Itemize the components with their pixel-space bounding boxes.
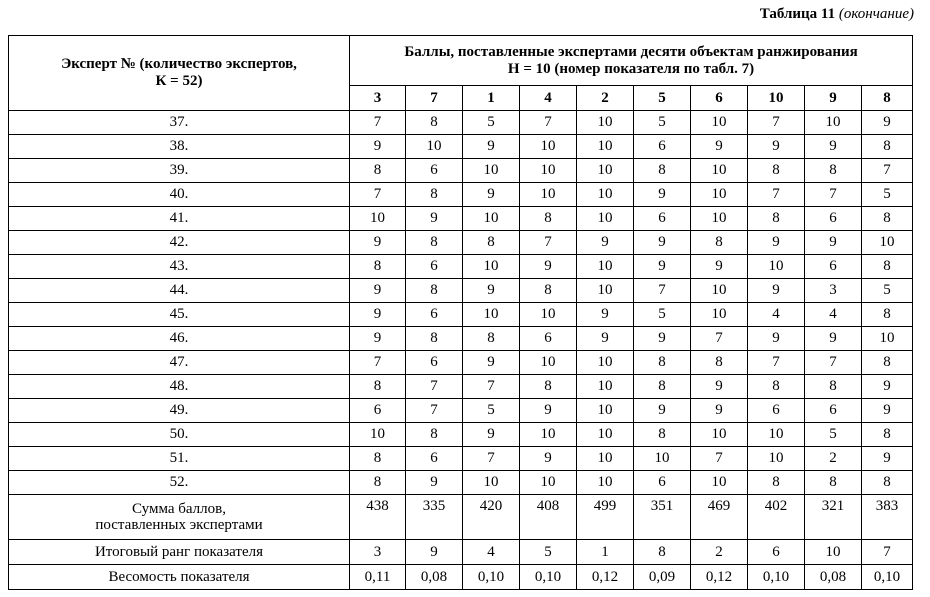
score-cell: 8 bbox=[350, 447, 406, 471]
score-cell: 8 bbox=[406, 231, 463, 255]
score-cell: 5 bbox=[634, 111, 691, 135]
score-cell: 10 bbox=[691, 159, 748, 183]
indicator-number-header: 5 bbox=[634, 86, 691, 111]
score-cell: 8 bbox=[406, 111, 463, 135]
table-row bbox=[9, 471, 913, 495]
sum-row-label-line1: Сумма баллов, bbox=[132, 501, 226, 517]
expert-number-cell: 43. bbox=[9, 255, 350, 279]
score-cell: 7 bbox=[463, 375, 520, 399]
score-cell: 10 bbox=[634, 447, 691, 471]
score-cell: 8 bbox=[350, 471, 406, 495]
weight-cell: 0,12 bbox=[577, 565, 634, 590]
score-cell: 9 bbox=[805, 135, 862, 159]
score-cell: 5 bbox=[862, 279, 913, 303]
score-cell: 9 bbox=[691, 399, 748, 423]
expert-number-cell: 37. bbox=[9, 111, 350, 135]
sum-cell: 351 bbox=[634, 495, 691, 540]
expert-number-cell: 44. bbox=[9, 279, 350, 303]
indicator-number-header: 2 bbox=[577, 86, 634, 111]
score-cell: 2 bbox=[805, 447, 862, 471]
weight-row-label: Весомость показателя bbox=[9, 565, 350, 590]
score-cell: 8 bbox=[862, 351, 913, 375]
score-cell: 8 bbox=[634, 423, 691, 447]
score-cell: 7 bbox=[805, 183, 862, 207]
score-cell: 10 bbox=[691, 207, 748, 231]
score-cell: 9 bbox=[691, 255, 748, 279]
table-row bbox=[9, 183, 913, 207]
score-cell: 8 bbox=[406, 183, 463, 207]
score-cell: 9 bbox=[634, 231, 691, 255]
score-cell: 9 bbox=[634, 327, 691, 351]
expert-column-header-line1: Эксперт № (количество экспертов, bbox=[61, 56, 297, 72]
score-cell: 3 bbox=[805, 279, 862, 303]
score-cell: 9 bbox=[748, 231, 805, 255]
score-cell: 10 bbox=[520, 183, 577, 207]
score-cell: 8 bbox=[406, 279, 463, 303]
score-cell: 10 bbox=[577, 255, 634, 279]
score-cell: 9 bbox=[406, 207, 463, 231]
score-cell: 9 bbox=[350, 231, 406, 255]
score-cell: 9 bbox=[862, 111, 913, 135]
score-cell: 8 bbox=[805, 375, 862, 399]
table-row bbox=[9, 159, 913, 183]
table-row bbox=[9, 111, 913, 135]
score-cell: 9 bbox=[748, 279, 805, 303]
score-cell: 9 bbox=[862, 399, 913, 423]
score-cell: 8 bbox=[862, 135, 913, 159]
sum-cell: 402 bbox=[748, 495, 805, 540]
score-cell: 7 bbox=[805, 351, 862, 375]
score-cell: 7 bbox=[634, 279, 691, 303]
score-cell: 10 bbox=[577, 183, 634, 207]
score-cell: 7 bbox=[520, 231, 577, 255]
indicator-number-header: 7 bbox=[406, 86, 463, 111]
rank-row bbox=[9, 540, 913, 565]
score-cell: 8 bbox=[520, 375, 577, 399]
score-cell: 9 bbox=[520, 447, 577, 471]
rank-cell: 4 bbox=[463, 540, 520, 565]
indicator-number-header: 4 bbox=[520, 86, 577, 111]
table-row bbox=[9, 135, 913, 159]
score-cell: 6 bbox=[406, 303, 463, 327]
score-cell: 8 bbox=[520, 207, 577, 231]
score-cell: 10 bbox=[520, 351, 577, 375]
score-cell: 10 bbox=[463, 471, 520, 495]
sum-cell: 321 bbox=[805, 495, 862, 540]
score-cell: 8 bbox=[350, 159, 406, 183]
weight-cell: 0,10 bbox=[748, 565, 805, 590]
expert-scores-table bbox=[8, 35, 913, 590]
score-cell: 10 bbox=[577, 447, 634, 471]
score-cell: 8 bbox=[748, 159, 805, 183]
score-cell: 10 bbox=[577, 471, 634, 495]
score-cell: 10 bbox=[577, 399, 634, 423]
expert-column-header bbox=[9, 36, 350, 111]
indicator-number-header: 9 bbox=[805, 86, 862, 111]
score-cell: 10 bbox=[691, 279, 748, 303]
score-cell: 8 bbox=[634, 351, 691, 375]
score-cell: 10 bbox=[520, 159, 577, 183]
score-cell: 6 bbox=[748, 399, 805, 423]
score-cell: 10 bbox=[691, 303, 748, 327]
score-cell: 9 bbox=[862, 375, 913, 399]
rank-cell: 3 bbox=[350, 540, 406, 565]
table-row bbox=[9, 303, 913, 327]
weight-cell: 0,10 bbox=[520, 565, 577, 590]
score-cell: 10 bbox=[577, 159, 634, 183]
score-cell: 7 bbox=[406, 399, 463, 423]
table-row bbox=[9, 399, 913, 423]
objects-column-header-line1: Баллы, поставленные экспертами десяти объектам ранжирования bbox=[404, 43, 858, 60]
score-cell: 10 bbox=[520, 135, 577, 159]
score-cell: 7 bbox=[463, 447, 520, 471]
score-cell: 6 bbox=[805, 207, 862, 231]
score-cell: 6 bbox=[406, 351, 463, 375]
objects-column-header bbox=[350, 36, 913, 86]
score-cell: 8 bbox=[406, 423, 463, 447]
score-cell: 9 bbox=[350, 279, 406, 303]
table-row bbox=[9, 279, 913, 303]
score-cell: 7 bbox=[748, 351, 805, 375]
expert-number-cell: 47. bbox=[9, 351, 350, 375]
score-cell: 10 bbox=[350, 207, 406, 231]
weight-cell: 0,11 bbox=[350, 565, 406, 590]
score-cell: 9 bbox=[862, 447, 913, 471]
table-row bbox=[9, 207, 913, 231]
score-cell: 5 bbox=[634, 303, 691, 327]
score-cell: 9 bbox=[634, 255, 691, 279]
score-cell: 10 bbox=[406, 135, 463, 159]
score-cell: 8 bbox=[862, 303, 913, 327]
score-cell: 10 bbox=[577, 375, 634, 399]
score-cell: 8 bbox=[862, 423, 913, 447]
score-cell: 7 bbox=[691, 327, 748, 351]
score-cell: 7 bbox=[748, 111, 805, 135]
weight-cell: 0,10 bbox=[463, 565, 520, 590]
score-cell: 5 bbox=[463, 399, 520, 423]
score-cell: 10 bbox=[577, 111, 634, 135]
score-cell: 10 bbox=[463, 303, 520, 327]
table-row bbox=[9, 375, 913, 399]
score-cell: 4 bbox=[805, 303, 862, 327]
expert-number-cell: 42. bbox=[9, 231, 350, 255]
score-cell: 7 bbox=[350, 351, 406, 375]
expert-number-cell: 51. bbox=[9, 447, 350, 471]
sum-cell: 499 bbox=[577, 495, 634, 540]
score-cell: 8 bbox=[350, 375, 406, 399]
score-cell: 7 bbox=[350, 183, 406, 207]
sum-row-label bbox=[9, 495, 350, 540]
indicator-number-header: 10 bbox=[748, 86, 805, 111]
score-cell: 8 bbox=[862, 255, 913, 279]
expert-number-cell: 50. bbox=[9, 423, 350, 447]
score-cell: 10 bbox=[350, 423, 406, 447]
score-cell: 9 bbox=[463, 135, 520, 159]
expert-column-header-line2: К = 52) bbox=[155, 73, 203, 89]
score-cell: 7 bbox=[520, 111, 577, 135]
score-cell: 9 bbox=[577, 231, 634, 255]
rank-cell: 2 bbox=[691, 540, 748, 565]
score-cell: 10 bbox=[805, 111, 862, 135]
score-cell: 8 bbox=[691, 231, 748, 255]
rank-cell: 1 bbox=[577, 540, 634, 565]
rank-cell: 7 bbox=[862, 540, 913, 565]
score-cell: 6 bbox=[406, 447, 463, 471]
score-cell: 10 bbox=[577, 135, 634, 159]
score-cell: 10 bbox=[520, 303, 577, 327]
weight-cell: 0,12 bbox=[691, 565, 748, 590]
score-cell: 10 bbox=[862, 231, 913, 255]
table-row bbox=[9, 423, 913, 447]
score-cell: 4 bbox=[748, 303, 805, 327]
score-cell: 10 bbox=[577, 423, 634, 447]
score-cell: 10 bbox=[691, 471, 748, 495]
table-caption-title: Таблица 11 bbox=[759, 6, 836, 22]
indicator-number-header: 1 bbox=[463, 86, 520, 111]
rank-cell: 8 bbox=[634, 540, 691, 565]
score-cell: 6 bbox=[634, 207, 691, 231]
score-cell: 10 bbox=[748, 255, 805, 279]
score-cell: 8 bbox=[862, 471, 913, 495]
expert-number-cell: 41. bbox=[9, 207, 350, 231]
indicator-number-header: 6 bbox=[691, 86, 748, 111]
score-cell: 10 bbox=[520, 423, 577, 447]
score-cell: 9 bbox=[691, 375, 748, 399]
sum-cell: 408 bbox=[520, 495, 577, 540]
score-cell: 9 bbox=[463, 423, 520, 447]
score-cell: 8 bbox=[406, 327, 463, 351]
sum-row-label-line2: поставленных экспертами bbox=[95, 517, 263, 533]
expert-number-cell: 49. bbox=[9, 399, 350, 423]
expert-number-cell: 48. bbox=[9, 375, 350, 399]
indicator-number-header: 8 bbox=[862, 86, 913, 111]
score-cell: 9 bbox=[520, 399, 577, 423]
score-cell: 9 bbox=[748, 327, 805, 351]
score-cell: 9 bbox=[634, 183, 691, 207]
score-cell: 6 bbox=[805, 399, 862, 423]
weight-cell: 0,09 bbox=[634, 565, 691, 590]
score-cell: 6 bbox=[406, 255, 463, 279]
expert-number-cell: 45. bbox=[9, 303, 350, 327]
table-row bbox=[9, 255, 913, 279]
score-cell: 8 bbox=[748, 375, 805, 399]
score-cell: 8 bbox=[748, 471, 805, 495]
score-cell: 9 bbox=[805, 327, 862, 351]
score-cell: 5 bbox=[463, 111, 520, 135]
score-cell: 10 bbox=[463, 255, 520, 279]
sum-cell: 335 bbox=[406, 495, 463, 540]
table-row bbox=[9, 231, 913, 255]
score-cell: 9 bbox=[463, 279, 520, 303]
score-cell: 9 bbox=[406, 471, 463, 495]
rank-row-label: Итоговый ранг показателя bbox=[9, 540, 350, 565]
score-cell: 10 bbox=[691, 183, 748, 207]
score-cell: 8 bbox=[463, 231, 520, 255]
score-cell: 8 bbox=[691, 351, 748, 375]
table-caption-note: (окончание) bbox=[838, 6, 914, 22]
score-cell: 9 bbox=[463, 183, 520, 207]
sum-cell: 420 bbox=[463, 495, 520, 540]
rank-cell: 6 bbox=[748, 540, 805, 565]
weight-cell: 0,10 bbox=[862, 565, 913, 590]
score-cell: 8 bbox=[805, 471, 862, 495]
score-cell: 6 bbox=[350, 399, 406, 423]
rank-cell: 10 bbox=[805, 540, 862, 565]
score-cell: 9 bbox=[748, 135, 805, 159]
weight-row bbox=[9, 565, 913, 590]
score-cell: 7 bbox=[691, 447, 748, 471]
score-cell: 8 bbox=[520, 279, 577, 303]
score-cell: 5 bbox=[805, 423, 862, 447]
score-cell: 9 bbox=[350, 303, 406, 327]
score-cell: 9 bbox=[577, 327, 634, 351]
table-row bbox=[9, 327, 913, 351]
score-cell: 7 bbox=[748, 183, 805, 207]
score-cell: 10 bbox=[691, 111, 748, 135]
weight-cell: 0,08 bbox=[805, 565, 862, 590]
score-cell: 8 bbox=[862, 207, 913, 231]
score-cell: 6 bbox=[634, 471, 691, 495]
indicator-number-header: 3 bbox=[350, 86, 406, 111]
score-cell: 6 bbox=[406, 159, 463, 183]
table-caption bbox=[760, 6, 914, 23]
score-cell: 10 bbox=[748, 447, 805, 471]
score-cell: 10 bbox=[748, 423, 805, 447]
objects-column-header-line2: Н = 10 (номер показателя по табл. 7) bbox=[507, 60, 755, 77]
score-cell: 10 bbox=[577, 279, 634, 303]
score-cell: 10 bbox=[862, 327, 913, 351]
score-cell: 10 bbox=[463, 159, 520, 183]
score-cell: 6 bbox=[805, 255, 862, 279]
score-cell: 7 bbox=[350, 111, 406, 135]
score-cell: 10 bbox=[691, 423, 748, 447]
score-cell: 6 bbox=[634, 135, 691, 159]
score-cell: 5 bbox=[862, 183, 913, 207]
score-cell: 10 bbox=[577, 207, 634, 231]
score-cell: 9 bbox=[520, 255, 577, 279]
rank-cell: 5 bbox=[520, 540, 577, 565]
expert-number-cell: 40. bbox=[9, 183, 350, 207]
table-body bbox=[9, 111, 913, 590]
expert-number-cell: 39. bbox=[9, 159, 350, 183]
score-cell: 9 bbox=[350, 135, 406, 159]
score-cell: 9 bbox=[577, 303, 634, 327]
score-cell: 10 bbox=[520, 471, 577, 495]
sum-cell: 383 bbox=[862, 495, 913, 540]
score-cell: 8 bbox=[748, 207, 805, 231]
score-cell: 8 bbox=[634, 375, 691, 399]
table-row bbox=[9, 447, 913, 471]
sum-cell: 438 bbox=[350, 495, 406, 540]
score-cell: 7 bbox=[862, 159, 913, 183]
score-cell: 8 bbox=[634, 159, 691, 183]
score-cell: 9 bbox=[691, 135, 748, 159]
rank-cell: 9 bbox=[406, 540, 463, 565]
score-cell: 10 bbox=[577, 351, 634, 375]
score-cell: 9 bbox=[463, 351, 520, 375]
weight-cell: 0,08 bbox=[406, 565, 463, 590]
score-cell: 7 bbox=[406, 375, 463, 399]
score-cell: 9 bbox=[350, 327, 406, 351]
sum-row bbox=[9, 495, 913, 540]
expert-number-cell: 52. bbox=[9, 471, 350, 495]
score-cell: 6 bbox=[520, 327, 577, 351]
score-cell: 9 bbox=[634, 399, 691, 423]
score-cell: 8 bbox=[350, 255, 406, 279]
score-cell: 10 bbox=[463, 207, 520, 231]
table-row bbox=[9, 351, 913, 375]
sum-cell: 469 bbox=[691, 495, 748, 540]
expert-number-cell: 38. bbox=[9, 135, 350, 159]
score-cell: 9 bbox=[805, 231, 862, 255]
score-cell: 8 bbox=[463, 327, 520, 351]
score-cell: 8 bbox=[805, 159, 862, 183]
expert-number-cell: 46. bbox=[9, 327, 350, 351]
